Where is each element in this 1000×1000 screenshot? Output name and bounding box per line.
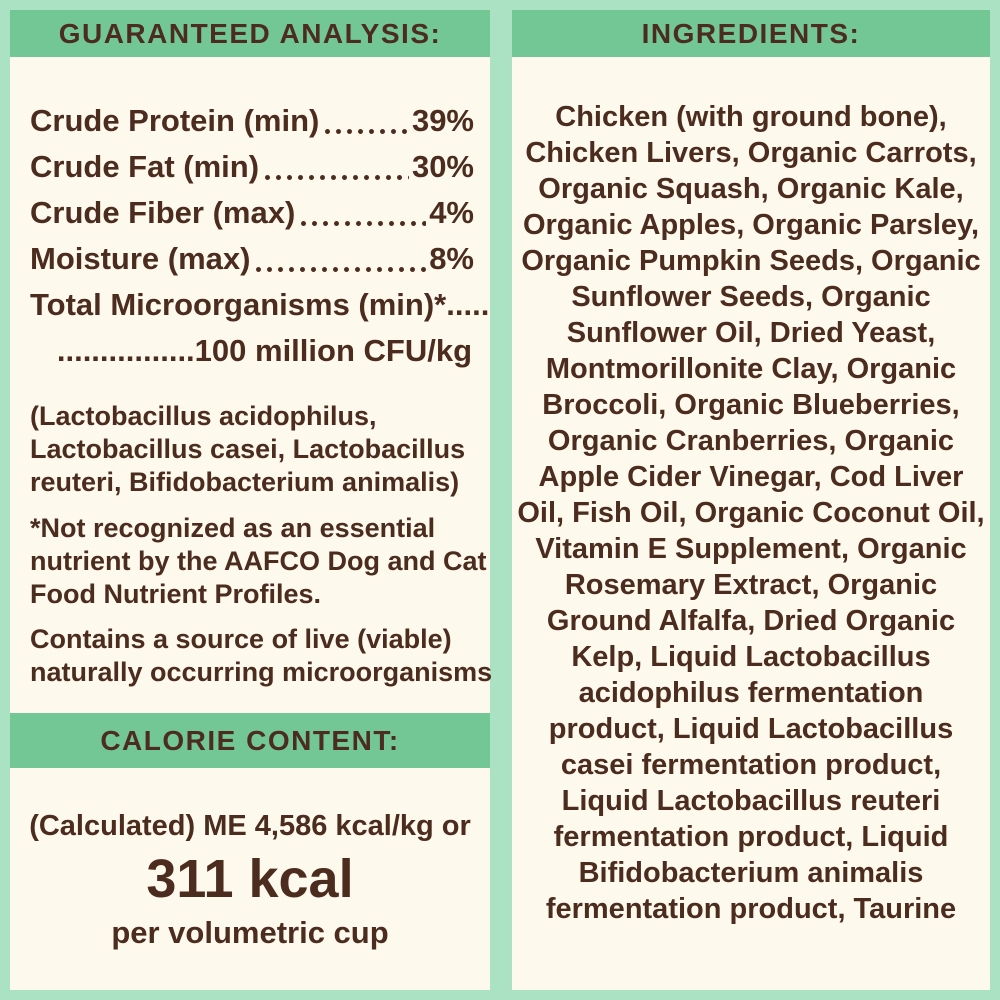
ingredients-line: Organic Cranberries, Organic — [547, 425, 955, 457]
ingredients-line: Oil, Fish Oil, Organic Coconut Oil, — [517, 497, 985, 529]
ingredients-line: product, Liquid Lactobacillus — [548, 713, 954, 745]
microorganisms-line-2: ................100 million CFU/kg — [56, 333, 472, 368]
microorganisms-line-1: Total Microorganisms (min)*..... — [30, 287, 490, 322]
analysis-row — [30, 190, 474, 236]
guaranteed-analysis-panel — [10, 10, 493, 990]
ingredients-line: Chicken Livers, Organic Carrots, — [525, 137, 977, 169]
ingredients-list — [512, 99, 990, 927]
ingredients-line: acidophilus fermentation — [578, 677, 924, 709]
ingredients-line: Organic Pumpkin Seeds, Organic — [521, 245, 981, 277]
ingredients-line: Sunflower Oil, Dried Yeast, — [566, 317, 936, 349]
note-line: naturally occurring microorganisms — [30, 657, 493, 687]
analysis-value: 8% — [429, 241, 474, 276]
ingredients-line: Rosemary Extract, Organic — [564, 569, 938, 601]
ingredients-line: Ground Alfalfa, Dried Organic — [546, 605, 956, 637]
note-line: nutrient by the AAFCO Dog and Cat — [30, 546, 487, 576]
ingredients-line: Montmorillonite Clay, Organic — [545, 353, 957, 385]
dot-leader — [253, 265, 426, 274]
note-line: *Not recognized as an essential — [30, 513, 436, 543]
dot-leader — [322, 127, 409, 136]
analysis-row-list — [30, 98, 474, 282]
analysis-row — [30, 98, 474, 144]
viable-microorganisms-note — [30, 623, 493, 689]
ingredients-line: Chicken (with ground bone), — [555, 101, 947, 133]
ingredients-line: casei fermentation product, — [560, 749, 942, 781]
analysis-label: Crude Protein (min) — [30, 103, 320, 138]
calorie-unit: per volumetric cup — [111, 915, 389, 950]
note-line: reuteri, Bifidobacterium animalis) — [30, 467, 460, 497]
ingredients-line: Sunflower Seeds, Organic — [571, 281, 931, 313]
ingredients-line: Bifidobacterium animalis — [578, 857, 924, 889]
note-line: Contains a source of live (viable) — [30, 624, 452, 654]
ingredients-line: fermentation product, Taurine — [545, 893, 957, 925]
guaranteed-analysis-header: GUARANTEED ANALYSIS: — [10, 10, 490, 57]
analysis-row — [30, 236, 474, 282]
probiotic-species-note — [30, 400, 480, 499]
calorie-calculated-line: (Calculated) ME 4,586 kcal/kg or — [29, 810, 471, 842]
aafco-footnote — [30, 512, 487, 611]
analysis-label: Moisture (max) — [30, 241, 251, 276]
dot-leader — [262, 173, 409, 182]
ingredients-line: Organic Apples, Organic Parsley, — [522, 209, 980, 241]
ingredients-panel — [512, 10, 990, 990]
calorie-value: 311 kcal — [146, 849, 354, 909]
note-line: Lactobacillus casei, Lactobacillus — [30, 434, 466, 464]
note-line: Food Nutrient Profiles. — [30, 579, 322, 609]
ingredients-line: Kelp, Liquid Lactobacillus — [571, 641, 931, 673]
ingredients-line: Vitamin E Supplement, Organic — [535, 533, 967, 565]
analysis-label: Crude Fiber (max) — [30, 195, 296, 230]
ingredients-line: fermentation product, Liquid — [553, 821, 949, 853]
analysis-value: 39% — [411, 103, 474, 138]
dot-leader — [298, 219, 426, 228]
ingredients-line: Broccoli, Organic Blueberries, — [542, 389, 960, 421]
ingredients-header: INGREDIENTS: — [512, 10, 990, 57]
note-line: (Lactobacillus acidophilus, — [30, 401, 377, 431]
analysis-row — [30, 144, 474, 190]
ingredients-line: Liquid Lactobacillus reuteri — [561, 785, 941, 817]
calorie-content-header: CALORIE CONTENT: — [10, 713, 490, 768]
analysis-rows — [30, 98, 490, 374]
ingredients-line: Organic Squash, Organic Kale, — [538, 173, 964, 205]
analysis-label: Crude Fat (min) — [30, 149, 260, 184]
ingredients-line: Apple Cider Vinegar, Cod Liver — [538, 461, 964, 493]
analysis-value: 4% — [429, 195, 474, 230]
analysis-value: 30% — [411, 149, 474, 184]
